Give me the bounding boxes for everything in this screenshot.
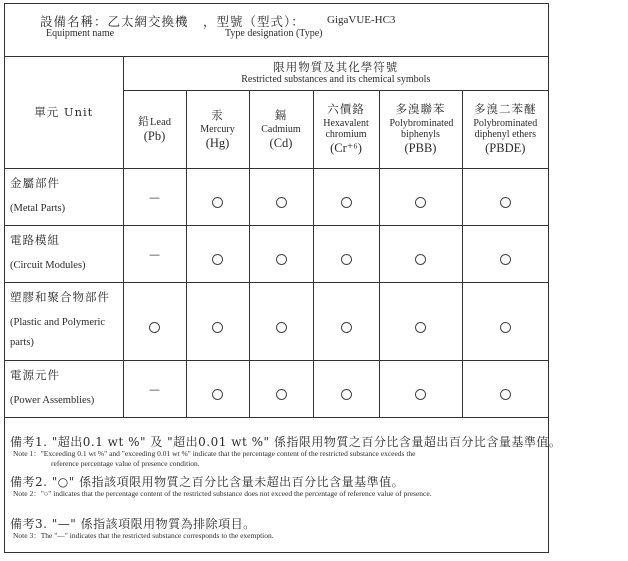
column-cadmium-en: Cadmium bbox=[261, 123, 301, 135]
mark-circle-icon bbox=[415, 197, 426, 208]
mark-dash-icon: — bbox=[149, 247, 160, 261]
mark-cell bbox=[186, 360, 249, 417]
note-1-zh: 備考1. "超出0.1 wt %" 及 "超出0.01 wt %" 係指限用物質之百分比含量超出百分比含量基準值。 bbox=[10, 435, 562, 449]
column-pbde-symbol: (PBDE) bbox=[485, 141, 526, 155]
part-metal bbox=[5, 168, 123, 225]
mark-circle-icon bbox=[341, 389, 352, 400]
column-chromium-en: Hexavalent chromium bbox=[323, 118, 369, 140]
column-mercury-zh: 汞 bbox=[211, 107, 224, 122]
mark-cell bbox=[123, 225, 186, 282]
mark-circle-icon bbox=[415, 254, 426, 265]
table-row bbox=[5, 282, 548, 360]
note-3-en: Note 3：The "—" indicates that the restricted substance corresponds to the exemption. bbox=[13, 531, 274, 540]
mark-cell bbox=[379, 360, 462, 417]
column-chromium-zh: 六價鉻 bbox=[327, 102, 365, 116]
mark-cell bbox=[462, 225, 548, 282]
column-lead-zh: 鉛 bbox=[138, 114, 150, 128]
mark-circle-icon bbox=[212, 197, 223, 208]
type-designation-zh: ，型號（型式）： bbox=[203, 14, 305, 29]
column-header-cadmium bbox=[249, 90, 313, 168]
mark-dash-icon: — bbox=[149, 190, 160, 204]
table-row bbox=[5, 225, 548, 282]
column-header-mercury bbox=[186, 90, 249, 168]
column-pbde-en: Polybrominated diphenyl ethers bbox=[473, 118, 538, 140]
column-cadmium-zh: 鎘 bbox=[274, 107, 288, 122]
equipment-header bbox=[5, 4, 548, 57]
mark-circle-icon bbox=[341, 322, 352, 333]
mark-circle-icon bbox=[276, 254, 287, 265]
mark-circle-icon bbox=[341, 197, 352, 208]
mark-cell bbox=[462, 360, 548, 417]
note-2-zh: 備考2. "○" 係指該項限用物質之百分比含量未超出百分比含量基準值。 bbox=[10, 475, 405, 489]
mark-circle-icon bbox=[500, 389, 511, 400]
column-header-hexavalent-chromium bbox=[313, 90, 379, 168]
mark-circle-icon bbox=[212, 389, 223, 400]
mark-circle-icon bbox=[341, 254, 352, 265]
table-row bbox=[5, 360, 548, 417]
mark-cell bbox=[313, 360, 379, 417]
mark-cell bbox=[313, 282, 379, 360]
equipment-name-zh: 設備名稱：乙太網交換機 bbox=[40, 14, 189, 29]
mark-cell bbox=[186, 168, 249, 225]
unit-label: 單元 Unit bbox=[34, 104, 94, 119]
column-cadmium-symbol: (Cd) bbox=[269, 135, 293, 150]
group-title-zh: 限用物質及其化學符號 bbox=[273, 59, 399, 74]
column-pbb-symbol: (PBB) bbox=[404, 141, 437, 155]
mark-cell bbox=[123, 360, 186, 417]
mark-circle-icon bbox=[276, 197, 287, 208]
note-1-en: Note 1："Exceeding 0.1 wt %" and "exceeding 0.01 wt %" indicate that the percentage content of the restricted substance exceeds the bbox=[13, 449, 416, 458]
mark-dash-icon: — bbox=[149, 382, 160, 396]
part-plastic-polymeric bbox=[5, 282, 123, 360]
restricted-substances-table bbox=[5, 56, 548, 418]
note-2-en: Note 2："○" indicates that the percentage content of the restricted substance does not exceed the percentage of reference value of presence. bbox=[13, 489, 432, 498]
column-pbb-en: Polybrominated biphenyls bbox=[389, 118, 454, 140]
type-model: GigaVUE-HC3 bbox=[327, 14, 396, 26]
part-name-zh: 電源元件 bbox=[10, 367, 60, 382]
mark-cell bbox=[379, 225, 462, 282]
column-mercury-en: Mercury bbox=[200, 123, 235, 135]
mark-cell bbox=[123, 282, 186, 360]
group-title-en: Restricted substances and its chemical symbols bbox=[241, 73, 431, 85]
mark-cell bbox=[249, 168, 313, 225]
table-row bbox=[5, 168, 548, 225]
column-chromium-symbol: (Cr⁺⁶) bbox=[330, 141, 362, 155]
mark-cell bbox=[123, 168, 186, 225]
mark-cell bbox=[249, 282, 313, 360]
mark-circle-icon bbox=[212, 254, 223, 265]
part-power-assemblies bbox=[5, 360, 123, 417]
column-lead-symbol: (Pb) bbox=[143, 128, 166, 143]
mark-circle-icon bbox=[500, 322, 511, 333]
column-header-lead bbox=[123, 90, 186, 168]
part-name-en: (Metal Parts) bbox=[10, 202, 66, 214]
part-name-en: (Power Assemblies) bbox=[10, 394, 95, 406]
mark-cell bbox=[313, 225, 379, 282]
mark-circle-icon bbox=[500, 254, 511, 265]
part-name-en: (Circuit Modules) bbox=[10, 259, 86, 271]
mark-circle-icon bbox=[212, 322, 223, 333]
mark-circle-icon bbox=[500, 197, 511, 208]
mark-circle-icon bbox=[276, 322, 287, 333]
note-3-zh: 備考3. "—" 係指該項限用物質為排除項目。 bbox=[10, 517, 256, 531]
part-name-zh: 電路模組 bbox=[10, 232, 60, 247]
mark-cell bbox=[186, 225, 249, 282]
mark-circle-icon bbox=[276, 389, 287, 400]
column-lead-en: Lead bbox=[150, 116, 171, 128]
mark-cell bbox=[249, 360, 313, 417]
rohs-declaration-sheet bbox=[4, 3, 562, 553]
mark-cell bbox=[379, 282, 462, 360]
mark-cell bbox=[313, 168, 379, 225]
mark-circle-icon bbox=[415, 389, 426, 400]
column-header-pbde bbox=[462, 90, 548, 168]
column-pbb-zh: 多溴聯苯 bbox=[395, 102, 446, 116]
column-header-pbb bbox=[379, 90, 462, 168]
mark-circle-icon bbox=[415, 322, 426, 333]
equipment-name-en: Equipment name bbox=[46, 28, 115, 39]
mark-cell bbox=[186, 282, 249, 360]
type-designation-en: Type designation (Type) bbox=[225, 28, 323, 39]
substances-group-header bbox=[123, 56, 548, 90]
part-name-zh: 金屬部件 bbox=[10, 175, 60, 190]
unit-header-cell bbox=[5, 56, 123, 168]
mark-cell bbox=[462, 168, 548, 225]
part-circuit-modules bbox=[5, 225, 123, 282]
column-mercury-symbol: (Hg) bbox=[205, 135, 230, 150]
column-pbde-zh: 多溴二苯醚 bbox=[474, 102, 537, 116]
part-name-zh: 塑膠和聚合物部件 bbox=[10, 290, 110, 304]
part-name-en: (Plastic and Polymeric parts) bbox=[10, 317, 106, 348]
mark-cell bbox=[379, 168, 462, 225]
mark-circle-icon bbox=[149, 322, 160, 333]
note-1-en-cont: reference percentage value of presence condition. bbox=[51, 459, 200, 468]
mark-cell bbox=[462, 282, 548, 360]
mark-cell bbox=[249, 225, 313, 282]
